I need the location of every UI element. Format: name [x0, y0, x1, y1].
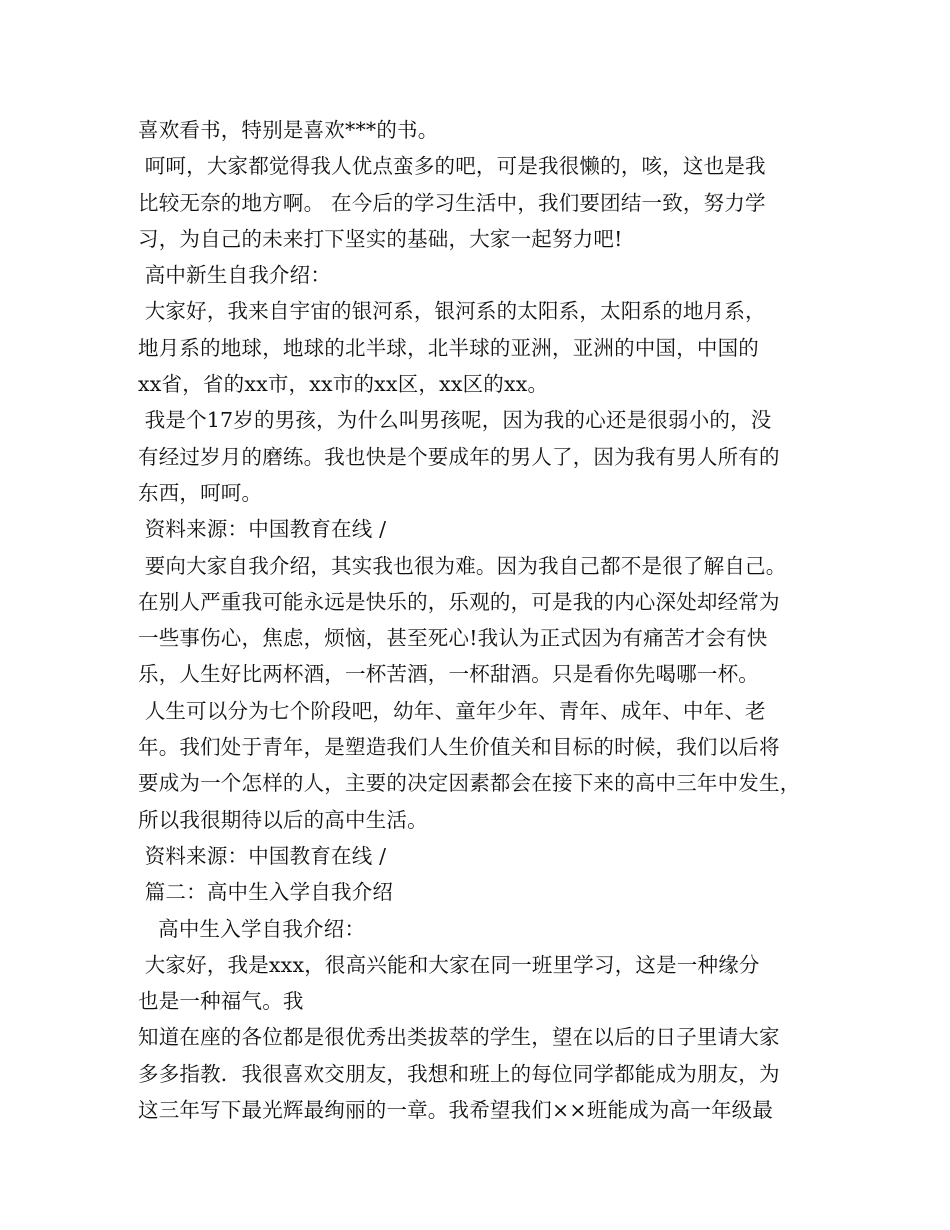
text-line: 乐，人生好比两杯酒，一杯苦酒，一杯甜酒。只是看你先喝哪一杯。 — [138, 662, 759, 687]
text-line: 喜欢看书，特别是喜欢***的书。 — [138, 118, 439, 142]
text-line: 年。我们处于青年，是塑造我们人生价值关和目标的时候，我们以后将 — [138, 735, 780, 760]
text-line: 我是个17岁的男孩，为什么叫男孩呢，因为我的心还是很弱小的，没 — [138, 408, 772, 433]
text-line: 这三年写下最光辉最绚丽的一章。我希望我们××班能成为高一年级最 — [138, 1098, 774, 1123]
text-line: 知道在座的各位都是很优秀出类拔萃的学生，望在以后的日子里请大家 — [138, 1025, 780, 1050]
text-line: 东西，呵呵。 — [138, 480, 263, 505]
text-line: 人生可以分为七个阶段吧，幼年、童年少年、青年、成年、中年、老 — [138, 698, 766, 723]
text-line: 有经过岁月的磨练。我也快是个要成年的男人了，因为我有男人所有的 — [138, 444, 780, 469]
text-line: 也是一种福气。我 — [138, 989, 304, 1014]
text-line: 所以我很期待以后的高中生活。 — [138, 807, 428, 832]
section-heading: 篇二：高中生入学自我介绍 — [138, 880, 394, 905]
section-heading: 高中新生自我介绍： — [138, 263, 332, 288]
text-line: 要向大家自我介绍，其实我也很为难。因为我自己都不是很了解自己。 — [138, 553, 787, 578]
text-line: 习，为自己的未来打下坚实的基础，大家一起努力吧! — [138, 226, 623, 251]
text-line: 呵呵，大家都觉得我人优点蛮多的吧，可是我很懒的，咳，这也是我 — [138, 154, 766, 179]
text-line: 在别人严重我可能永远是快乐的，乐观的，可是我的内心深处却经常为 — [138, 589, 780, 614]
text-line: 地月系的地球，地球的北半球，北半球的亚洲，亚洲的中国，中国的 — [138, 335, 759, 360]
source-note: 资料来源：中国教育在线 / — [138, 843, 387, 868]
text-line: 大家好，我来自宇宙的银河系，银河系的太阳系，太阳系的地月系， — [138, 299, 766, 324]
text-line: 要成为一个怎样的人，主要的决定因素都会在接下来的高中三年中发生， — [138, 771, 801, 796]
document-body — [138, 112, 828, 1128]
text-line: 大家好，我是xxx，很高兴能和大家在同一班里学习，这是一种缘分 — [138, 952, 760, 977]
text-line: 比较无奈的地方啊。 在今后的学习生活中，我们要团结一致，努力学 — [138, 190, 766, 215]
text-line: 多多指教．我很喜欢交朋友，我想和班上的每位同学都能成为朋友，为 — [138, 1061, 780, 1086]
text-line: 一些事伤心，焦虑，烦恼，甚至死心!我认为正式因为有痛苦才会有快 — [138, 626, 768, 651]
section-heading: 高中生入学自我介绍： — [138, 916, 366, 941]
source-note: 资料来源：中国教育在线 / — [138, 517, 387, 542]
text-line: xx省，省的xx市，xx市的xx区，xx区的xx。 — [138, 372, 549, 397]
